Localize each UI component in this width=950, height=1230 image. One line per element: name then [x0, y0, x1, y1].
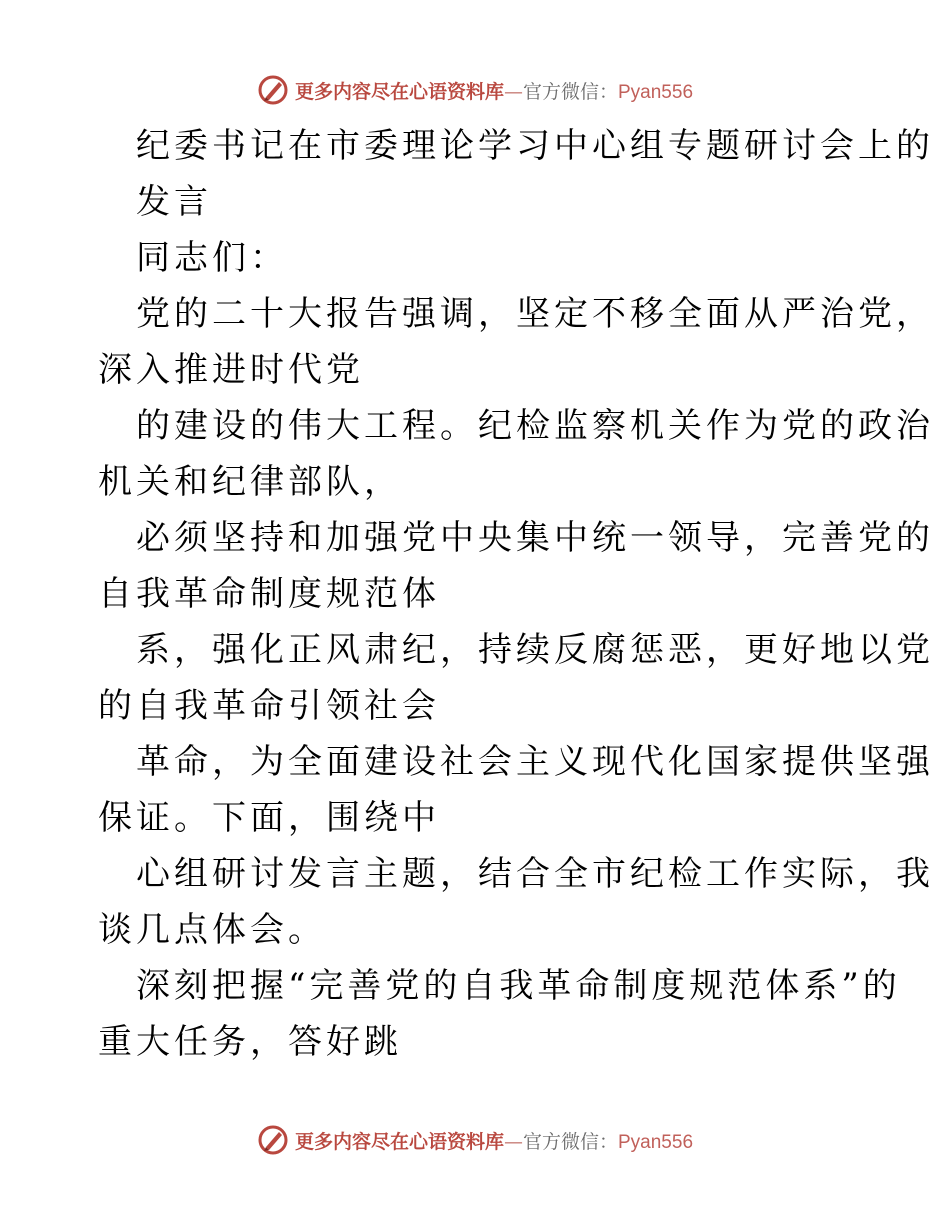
banner-inner	[257, 1124, 693, 1156]
text-line: 深入推进时代党	[98, 350, 364, 390]
banner-main-text: 更多内容尽在心语资料库	[294, 1130, 504, 1153]
banner-wechat-id: Pyan556	[618, 81, 694, 103]
banner-separator: —	[503, 80, 523, 103]
text-line: 必须坚持和加强党中央集中统一领导，完善党的	[136, 518, 934, 558]
text-line: 自我革命制度规范体	[98, 574, 440, 614]
footer-banner	[0, 1120, 950, 1160]
pen-logo-icon	[257, 1124, 289, 1156]
banner-main-text: 更多内容尽在心语资料库	[294, 80, 504, 103]
banner-text	[295, 77, 693, 104]
text-line: 心组研讨发言主题，结合全市纪检工作实际，我	[136, 854, 934, 894]
text-line: 革命，为全面建设社会主义现代化国家提供坚强	[136, 742, 934, 782]
text-line: 发言	[136, 182, 212, 222]
banner-separator: —	[503, 1130, 523, 1153]
text-line: 谈几点体会。	[98, 910, 326, 950]
banner-official-label: 官方微信：	[522, 1130, 618, 1153]
header-banner	[0, 70, 950, 110]
banner-inner	[257, 74, 693, 106]
banner-text	[295, 1127, 693, 1154]
text-line: 的建设的伟大工程。纪检监察机关作为党的政治	[136, 406, 934, 446]
text-line: 保证。下面，围绕中	[98, 798, 440, 838]
pen-logo-icon	[257, 74, 289, 106]
text-line: 深刻把握“完善党的自我革命制度规范体系”的	[136, 966, 901, 1006]
banner-official-label: 官方微信：	[522, 80, 618, 103]
text-line: 党的二十大报告强调，坚定不移全面从严治党，	[136, 294, 934, 334]
text-line: 同志们：	[136, 238, 288, 278]
text-line: 重大任务，答好跳	[98, 1022, 402, 1062]
text-line: 机关和纪律部队，	[98, 462, 402, 502]
text-line: 系，强化正风肃纪，持续反腐惩恶，更好地以党	[136, 630, 934, 670]
document-body	[98, 118, 934, 1070]
banner-wechat-id: Pyan556	[618, 1131, 694, 1153]
text-line: 纪委书记在市委理论学习中心组专题研讨会上的	[136, 126, 934, 166]
text-line: 的自我革命引领社会	[98, 686, 440, 726]
